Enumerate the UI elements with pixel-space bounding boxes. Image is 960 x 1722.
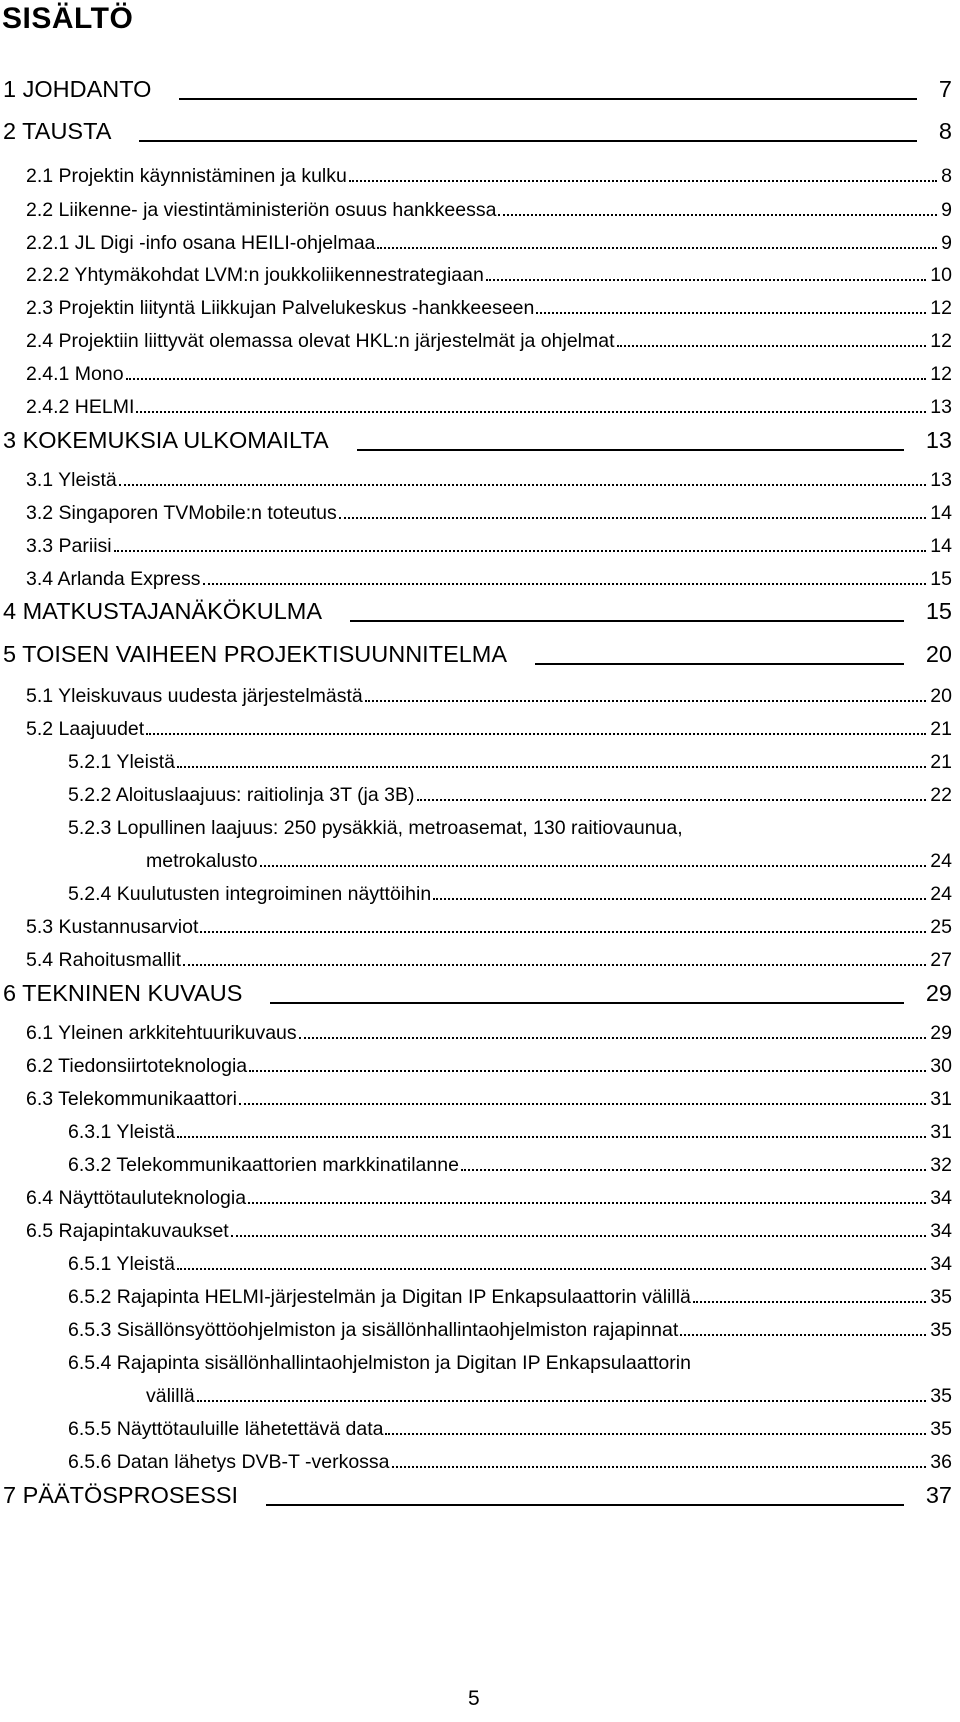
toc-leader-dots bbox=[177, 1136, 926, 1138]
toc-entry-page: 20 bbox=[925, 641, 952, 667]
toc-entry[interactable] bbox=[0, 680, 960, 714]
toc-entry-title: 3 KOKEMUKSIA ULKOMAILTA bbox=[3, 427, 329, 453]
toc-leader-dots bbox=[486, 279, 926, 281]
toc-entry[interactable] bbox=[0, 1446, 960, 1480]
toc-entry-title: 2.4.2 HELMI bbox=[26, 396, 135, 418]
toc-leader-dots bbox=[299, 1037, 927, 1039]
toc-entry[interactable] bbox=[0, 194, 960, 228]
toc-leader-dots bbox=[136, 411, 926, 413]
toc-entry-title: 4 MATKUSTAJANÄKÖKULMA bbox=[3, 598, 323, 624]
page-number: 5 bbox=[468, 1687, 480, 1710]
toc-leader-dots bbox=[249, 1070, 926, 1072]
toc-entry-page: 15 bbox=[930, 568, 952, 590]
toc-leader-dots bbox=[203, 583, 927, 585]
toc-entry[interactable] bbox=[0, 1479, 960, 1513]
toc-entry-page: 37 bbox=[925, 1482, 952, 1508]
toc-entry[interactable] bbox=[0, 1050, 960, 1084]
toc-entry[interactable] bbox=[0, 1182, 960, 1216]
toc-entry-title: 6.2 Tiedonsiirtoteknologia bbox=[26, 1055, 248, 1077]
toc-leader-dots bbox=[392, 1466, 927, 1468]
toc-entry-title: 5.2.1 Yleistä bbox=[68, 751, 175, 773]
toc-entry-title: 5.2 Laajuudet bbox=[26, 718, 145, 740]
toc-entry[interactable] bbox=[0, 1380, 960, 1414]
toc-entry[interactable] bbox=[0, 358, 960, 392]
toc-leader-dots bbox=[239, 1103, 926, 1105]
toc-entry[interactable] bbox=[0, 227, 960, 261]
toc-entry-page: 35 bbox=[930, 1418, 952, 1440]
toc-entry[interactable] bbox=[0, 911, 960, 945]
toc-entry-title: 6.5.5 Näyttötauluille lähetettävä data bbox=[68, 1418, 384, 1440]
toc-entry[interactable] bbox=[0, 1248, 960, 1282]
toc-entry[interactable] bbox=[0, 1215, 960, 1249]
toc-entry-page: 12 bbox=[930, 330, 952, 352]
toc-leader-dots bbox=[417, 799, 927, 801]
toc-leader-line bbox=[179, 98, 916, 100]
toc-entry-title: 6.4 Näyttötauluteknologia bbox=[26, 1187, 247, 1209]
toc-entry-page: 8 bbox=[941, 165, 952, 187]
toc-entry-page: 35 bbox=[930, 1319, 952, 1341]
toc-entry-page: 35 bbox=[930, 1385, 952, 1407]
toc-entry-title: 6 TEKNINEN KUVAUS bbox=[3, 980, 243, 1006]
toc-entry-title: 6.3 Telekommunikaattori bbox=[26, 1088, 237, 1110]
toc-entry-page: 34 bbox=[930, 1187, 952, 1209]
toc-entry-title: 1 JOHDANTO bbox=[3, 76, 152, 102]
toc-leader-dots bbox=[433, 898, 926, 900]
toc-entry-title: 5.3 Kustannusarviot bbox=[26, 916, 199, 938]
toc-entry-page: 12 bbox=[930, 363, 952, 385]
toc-entry-title: 5.2.4 Kuulutusten integroiminen näyttöihin bbox=[68, 883, 432, 905]
toc-entry-page: 13 bbox=[925, 427, 952, 453]
toc-entry[interactable] bbox=[0, 115, 960, 149]
toc-entry-title: 6.1 Yleinen arkkitehtuurikuvaus bbox=[26, 1022, 297, 1044]
toc-leader-dots bbox=[146, 733, 926, 735]
toc-entry-title: 3.3 Pariisi bbox=[26, 535, 112, 557]
toc-entry[interactable] bbox=[0, 1413, 960, 1447]
toc-leader-dots bbox=[126, 378, 927, 380]
toc-entry[interactable] bbox=[0, 424, 960, 458]
toc-leader-dots bbox=[617, 345, 927, 347]
toc-entry-page: 7 bbox=[938, 76, 952, 102]
toc-leader-dots bbox=[114, 550, 927, 552]
toc-entry[interactable] bbox=[0, 845, 960, 879]
toc-entry-title: 6.5.1 Yleistä bbox=[68, 1253, 175, 1275]
toc-entry-title: 2.4 Projektiin liittyvät olemassa olevat HKL:n järjestelmät ja ohjelmat bbox=[26, 330, 615, 352]
toc-entry-title: 6.5.6 Datan lähetys DVB-T -verkossa bbox=[68, 1451, 390, 1473]
toc-entry[interactable] bbox=[0, 713, 960, 747]
toc-leader-dots bbox=[119, 484, 927, 486]
toc-entry[interactable] bbox=[0, 391, 960, 425]
toc-leader-dots bbox=[680, 1334, 926, 1336]
toc-entry[interactable] bbox=[0, 944, 960, 978]
toc-entry-title: 2.3 Projektin liityntä Liikkujan Palvelukeskus -hankkeeseen bbox=[26, 297, 535, 319]
toc-entry-page: 31 bbox=[930, 1088, 952, 1110]
toc-entry-title: 6.3.1 Yleistä bbox=[68, 1121, 175, 1143]
toc-entry-page: 21 bbox=[930, 751, 952, 773]
toc-entry[interactable] bbox=[0, 530, 960, 564]
toc-leader-dots bbox=[693, 1301, 926, 1303]
toc-entry[interactable] bbox=[0, 497, 960, 531]
toc-entry[interactable] bbox=[0, 595, 960, 629]
toc-entry[interactable] bbox=[0, 1314, 960, 1348]
toc-entry[interactable] bbox=[0, 563, 960, 597]
toc-leader-line bbox=[266, 1504, 904, 1506]
toc-entry-page: 22 bbox=[930, 784, 952, 806]
toc-entry-page: 30 bbox=[930, 1055, 952, 1077]
toc-entry[interactable] bbox=[0, 73, 960, 107]
toc-entry-page: 34 bbox=[930, 1253, 952, 1275]
toc-entry[interactable] bbox=[0, 1083, 960, 1117]
toc-leader-dots bbox=[377, 247, 937, 249]
toc-leader-line bbox=[357, 449, 904, 451]
toc-entry-page: 35 bbox=[930, 1286, 952, 1308]
toc-leader-dots bbox=[197, 1400, 927, 1402]
toc-entry-title: 2.4.1 Mono bbox=[26, 363, 124, 385]
toc-entry[interactable] bbox=[0, 292, 960, 326]
toc-leader-dots bbox=[385, 1433, 926, 1435]
toc-entry[interactable] bbox=[0, 1017, 960, 1051]
toc-leader-line bbox=[535, 663, 904, 665]
toc-leader-dots bbox=[183, 964, 926, 966]
toc-entry-page: 27 bbox=[930, 949, 952, 971]
toc-entry-page: 9 bbox=[941, 232, 952, 254]
toc-entry-page: 34 bbox=[930, 1220, 952, 1242]
toc-leader-dots bbox=[498, 214, 937, 216]
toc-entry-page: 10 bbox=[930, 264, 952, 286]
toc-leader-dots bbox=[248, 1202, 926, 1204]
toc-entry-continued[interactable] bbox=[0, 812, 960, 846]
toc-entry-title: 5.4 Rahoitusmallit bbox=[26, 949, 181, 971]
toc-entry-title: 2.1 Projektin käynnistäminen ja kulku bbox=[26, 165, 347, 187]
toc-entry-page: 13 bbox=[930, 396, 952, 418]
toc-entry-page: 8 bbox=[938, 118, 952, 144]
toc-entry[interactable] bbox=[0, 464, 960, 498]
toc-entry-page: 36 bbox=[930, 1451, 952, 1473]
toc-entry-title: 2.2.2 Yhtymäkohdat LVM:n joukkoliikennestrategiaan bbox=[26, 264, 484, 286]
toc-entry-title: metrokalusto bbox=[146, 850, 258, 872]
toc-leader-dots bbox=[200, 931, 926, 933]
toc-entry[interactable] bbox=[0, 1281, 960, 1315]
toc-leader-dots bbox=[461, 1169, 926, 1171]
toc-entry[interactable] bbox=[0, 1149, 960, 1183]
toc-entry-title: 2.2 Liikenne- ja viestintäministeriön osuus hankkeessa bbox=[26, 199, 497, 221]
toc-entry-title: 3.2 Singaporen TVMobile:n toteutus bbox=[26, 502, 337, 524]
toc-entry-page: 9 bbox=[941, 199, 952, 221]
toc-entry-title: välillä bbox=[146, 1385, 195, 1407]
toc-entry-page: 21 bbox=[930, 718, 952, 740]
toc-entry-title: 6.3.2 Telekommunikaattorien markkinatilanne bbox=[68, 1154, 459, 1176]
page-title: SISÄLTÖ bbox=[2, 2, 134, 35]
toc-entry-title: 3.4 Arlanda Express bbox=[26, 568, 201, 590]
toc-entry-page: 29 bbox=[930, 1022, 952, 1044]
toc-entry-page: 32 bbox=[930, 1154, 952, 1176]
toc-entry-title: 5.2.3 Lopullinen laajuus: 250 pysäkkiä, metroasemat, 130 raitiovaunua, bbox=[68, 817, 683, 839]
toc-entry-continued[interactable] bbox=[0, 1347, 960, 1381]
toc-entry-page: 31 bbox=[930, 1121, 952, 1143]
toc-entry-page: 14 bbox=[930, 535, 952, 557]
toc-leader-dots bbox=[260, 865, 927, 867]
toc-entry-title: 5.1 Yleiskuvaus uudesta järjestelmästä bbox=[26, 685, 363, 707]
toc-leader-dots bbox=[536, 312, 926, 314]
toc-leader-dots bbox=[177, 1268, 926, 1270]
toc-leader-line bbox=[350, 620, 904, 622]
toc-entry[interactable] bbox=[0, 779, 960, 813]
toc-entry[interactable] bbox=[0, 1116, 960, 1150]
toc-entry-title: 2 TAUSTA bbox=[3, 118, 112, 144]
toc-leader-dots bbox=[339, 517, 927, 519]
toc-leader-dots bbox=[365, 700, 927, 702]
toc-entry[interactable] bbox=[0, 746, 960, 780]
toc-entry-title: 2.2.1 JL Digi -info osana HEILI-ohjelmaa bbox=[26, 232, 376, 254]
toc-entry-title: 5 TOISEN VAIHEEN PROJEKTISUUNNITELMA bbox=[3, 641, 508, 667]
toc-entry-page: 25 bbox=[930, 916, 952, 938]
toc-entry-title: 6.5.3 Sisällönsyöttöohjelmiston ja sisällönhallintaohjelmiston rajapinnat bbox=[68, 1319, 679, 1341]
toc-entry-title: 3.1 Yleistä bbox=[26, 469, 117, 491]
toc-entry-title: 6.5.2 Rajapinta HELMI-järjestelmän ja Digitan IP Enkapsulaattorin välillä bbox=[68, 1286, 691, 1308]
toc-entry-title: 5.2.2 Aloituslaajuus: raitiolinja 3T (ja 3B) bbox=[68, 784, 415, 806]
toc-entry[interactable] bbox=[0, 160, 960, 194]
toc-leader-line bbox=[270, 1002, 903, 1004]
toc-entry[interactable] bbox=[0, 325, 960, 359]
toc-entry[interactable] bbox=[0, 259, 960, 293]
toc-entry-page: 13 bbox=[930, 469, 952, 491]
toc-entry-page: 24 bbox=[930, 850, 952, 872]
toc-entry-page: 20 bbox=[930, 685, 952, 707]
toc-entry[interactable] bbox=[0, 977, 960, 1011]
toc-entry-title: 7 PÄÄTÖSPROSESSI bbox=[3, 1482, 239, 1508]
toc-leader-line bbox=[139, 140, 917, 142]
toc-entry-title: 6.5.4 Rajapinta sisällönhallintaohjelmiston ja Digitan IP Enkapsulaattorin bbox=[68, 1352, 691, 1374]
toc-entry-page: 14 bbox=[930, 502, 952, 524]
toc-entry[interactable] bbox=[0, 638, 960, 672]
toc-entry-page: 24 bbox=[930, 883, 952, 905]
toc-entry-page: 15 bbox=[925, 598, 952, 624]
toc-leader-dots bbox=[231, 1235, 927, 1237]
toc-entry-page: 29 bbox=[925, 980, 952, 1006]
toc-entry-page: 12 bbox=[930, 297, 952, 319]
toc-leader-dots bbox=[177, 766, 926, 768]
toc-entry[interactable] bbox=[0, 878, 960, 912]
toc-entry-title: 6.5 Rajapintakuvaukset bbox=[26, 1220, 229, 1242]
toc-leader-dots bbox=[349, 180, 937, 182]
